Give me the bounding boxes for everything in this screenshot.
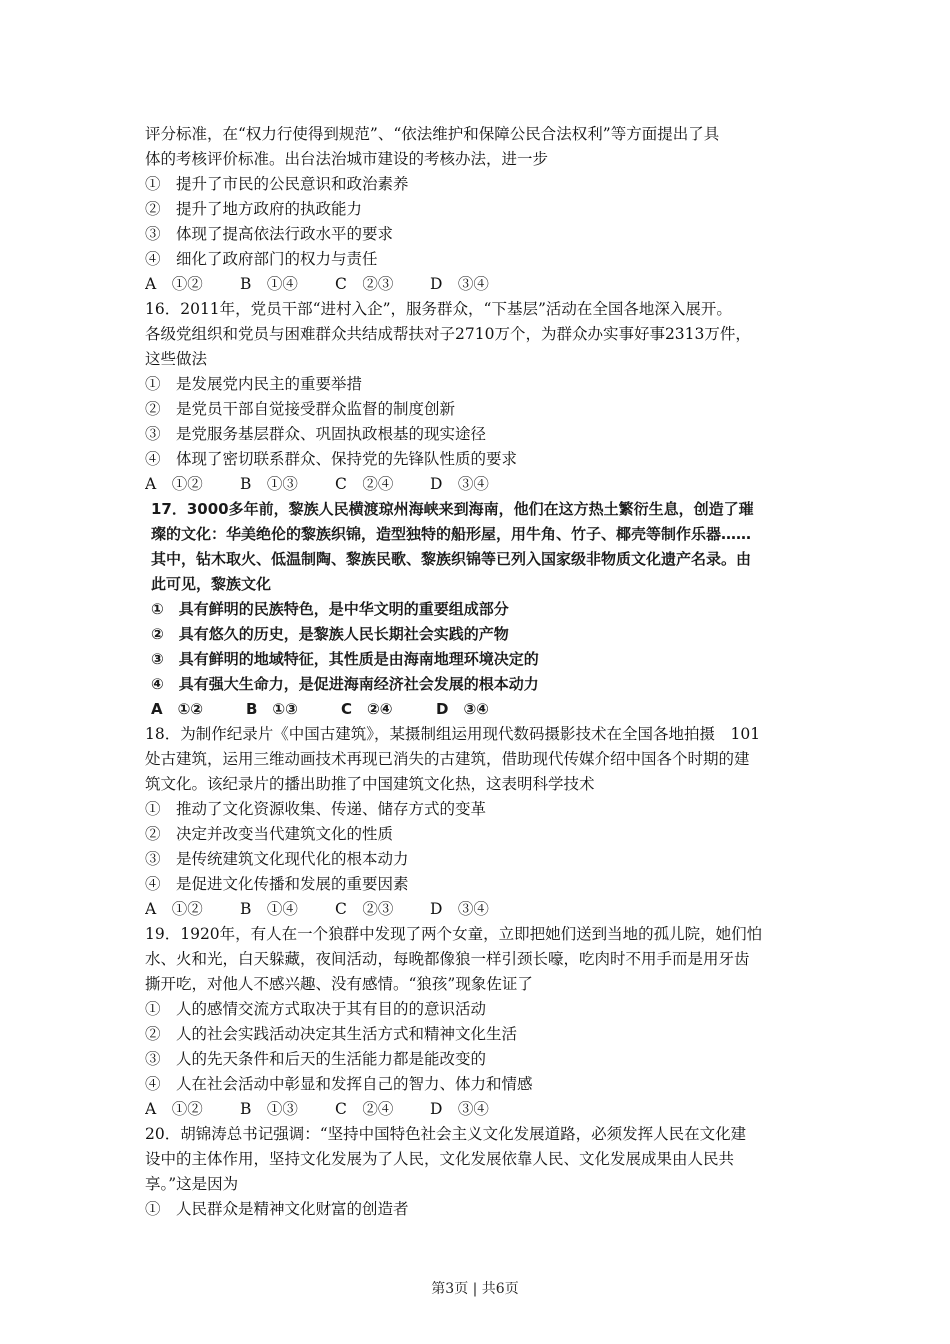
question-text: 评分标准，在“权力行使得到规范”、“依法维护和保障公民合法权利”等方面提出了具 [145, 125, 720, 143]
statement-item: ④ 人在社会活动中彰显和发挥自己的智力、体力和情感 [145, 1075, 533, 1093]
statement-item: ② 人的社会实践活动决定其生活方式和精神文化生活 [145, 1025, 518, 1043]
statement-item: ① 人的感情交流方式取决于其有目的的意识活动 [145, 1000, 487, 1018]
question-text: 各级党组织和党员与困难群众共结成帮扶对子2710万个，为群众办实事好事2313万件， [145, 325, 751, 343]
question-text: 撕开吃，对他人不感兴趣、没有感情。“狼孩”现象佐证了 [145, 975, 533, 993]
statement-item: ② 决定并改变当代建筑文化的性质 [145, 825, 394, 843]
question-18 [145, 722, 825, 922]
statement-item: ④ 是促进文化传播和发展的重要因素 [145, 875, 409, 893]
option-c: C ②④ [335, 1100, 394, 1118]
question-text: 设中的主体作用，坚持文化发展为了人民，文化发展依靠人民、文化发展成果由人民共 [145, 1150, 735, 1168]
statement-item: ③ 体现了提高依法行政水平的要求 [145, 225, 394, 243]
question-20 [145, 1122, 825, 1222]
option-c: C ②③ [335, 275, 394, 293]
question-text: 17．3000多年前，黎族人民横渡琼州海峡来到海南，他们在这方热土繁衍生息，创造了璀 [151, 500, 754, 518]
statement-item: ① 是发展党内民主的重要举措 [145, 375, 363, 393]
option-b: B ①④ [240, 275, 298, 293]
page-footer: 第3页 | 共6页 [431, 1281, 519, 1297]
statement-item: ④ 体现了密切联系群众、保持党的先锋队性质的要求 [145, 450, 518, 468]
answer-options [151, 697, 831, 722]
option-a: A ①② [145, 275, 203, 293]
document-body [145, 122, 825, 1222]
question-text: 19．1920年，有人在一个狼群中发现了两个女童，立即把她们送到当地的孤儿院，她们怕 [145, 925, 763, 943]
question-text: 筑文化。该纪录片的播出助推了中国建筑文化热，这表明科学技术 [145, 775, 595, 793]
answer-options [145, 897, 825, 922]
question-text: 18．为制作纪录片《中国古建筑》，某摄制组运用现代数码摄影技术在全国各地拍摄 101 [145, 725, 761, 743]
question-text: 体的考核评价标准。出台法治城市建设的考核办法，进一步 [145, 150, 549, 168]
option-b: B ①③ [240, 475, 298, 493]
question-19 [145, 922, 825, 1122]
option-d: D ③④ [430, 275, 489, 293]
question-text: 水、火和光，白天躲藏，夜间活动，每晚都像狼一样引颈长嚎，吃肉时不用手而是用牙齿 [145, 950, 750, 968]
statement-item: ③ 是传统建筑文化现代化的根本动力 [145, 850, 409, 868]
question-text: 16．2011年，党员干部“进村入企”，服务群众，“下基层”活动在全国各地深入展开。 [145, 300, 732, 318]
answer-options [145, 272, 825, 297]
statement-item: ① 推动了文化资源收集、传递、储存方式的变革 [145, 800, 487, 818]
answer-options [145, 1097, 825, 1122]
answer-options [145, 472, 825, 497]
question-text: 此可见，黎族文化 [151, 575, 272, 593]
question-text: 这些做法 [145, 350, 208, 368]
option-a: A ①② [151, 700, 204, 718]
option-d: D ③④ [430, 475, 489, 493]
question-17 [151, 497, 831, 722]
option-b: B ①④ [240, 900, 298, 918]
question-15 [145, 122, 825, 297]
statement-item: ④ 具有强大生命力，是促进海南经济社会发展的根本动力 [151, 675, 539, 693]
statement-item: ① 提升了市民的公民意识和政治素养 [145, 175, 409, 193]
option-a: A ①② [145, 475, 203, 493]
statement-item: ① 人民群众是精神文化财富的创造者 [145, 1200, 409, 1218]
option-d: D ③④ [436, 700, 489, 718]
statement-item: ③ 人的先天条件和后天的生活能力都是能改变的 [145, 1050, 487, 1068]
question-16 [145, 297, 825, 497]
statement-item: ② 是党员干部自觉接受群众监督的制度创新 [145, 400, 456, 418]
statement-item: ③ 具有鲜明的地域特征，其性质是由海南地理环境决定的 [151, 650, 539, 668]
option-a: A ①② [145, 900, 203, 918]
question-text: 享。”这是因为 [145, 1175, 239, 1193]
statement-item: ① 具有鲜明的民族特色，是中华文明的重要组成部分 [151, 600, 509, 618]
option-b: B ①③ [240, 1100, 298, 1118]
statement-item: ② 具有悠久的历史，是黎族人民长期社会实践的产物 [151, 625, 509, 643]
option-d: D ③④ [430, 900, 489, 918]
option-c: C ②④ [341, 700, 393, 718]
statement-item: ③ 是党服务基层群众、巩固执政根基的现实途径 [145, 425, 487, 443]
option-b: B ①③ [246, 700, 298, 718]
statement-item: ④ 细化了政府部门的权力与责任 [145, 250, 378, 268]
statement-item: ② 提升了地方政府的执政能力 [145, 200, 363, 218]
option-a: A ①② [145, 1100, 203, 1118]
question-text: 20．胡锦涛总书记强调：“坚持中国特色社会主义文化发展道路，必须发挥人民在文化建 [145, 1125, 747, 1143]
question-text: 处古建筑，运用三维动画技术再现已消失的古建筑，借助现代传媒介绍中国各个时期的建 [145, 750, 750, 768]
option-d: D ③④ [430, 1100, 489, 1118]
option-c: C ②③ [335, 900, 394, 918]
question-text: 璨的文化：华美绝伦的黎族织锦，造型独特的船形屋，用牛角、竹子、椰壳等制作乐器…… [151, 525, 752, 543]
option-c: C ②④ [335, 475, 394, 493]
question-text: 其中，钻木取火、低温制陶、黎族民歌、黎族织锦等已列入国家级非物质文化遗产名录。由 [151, 550, 752, 568]
